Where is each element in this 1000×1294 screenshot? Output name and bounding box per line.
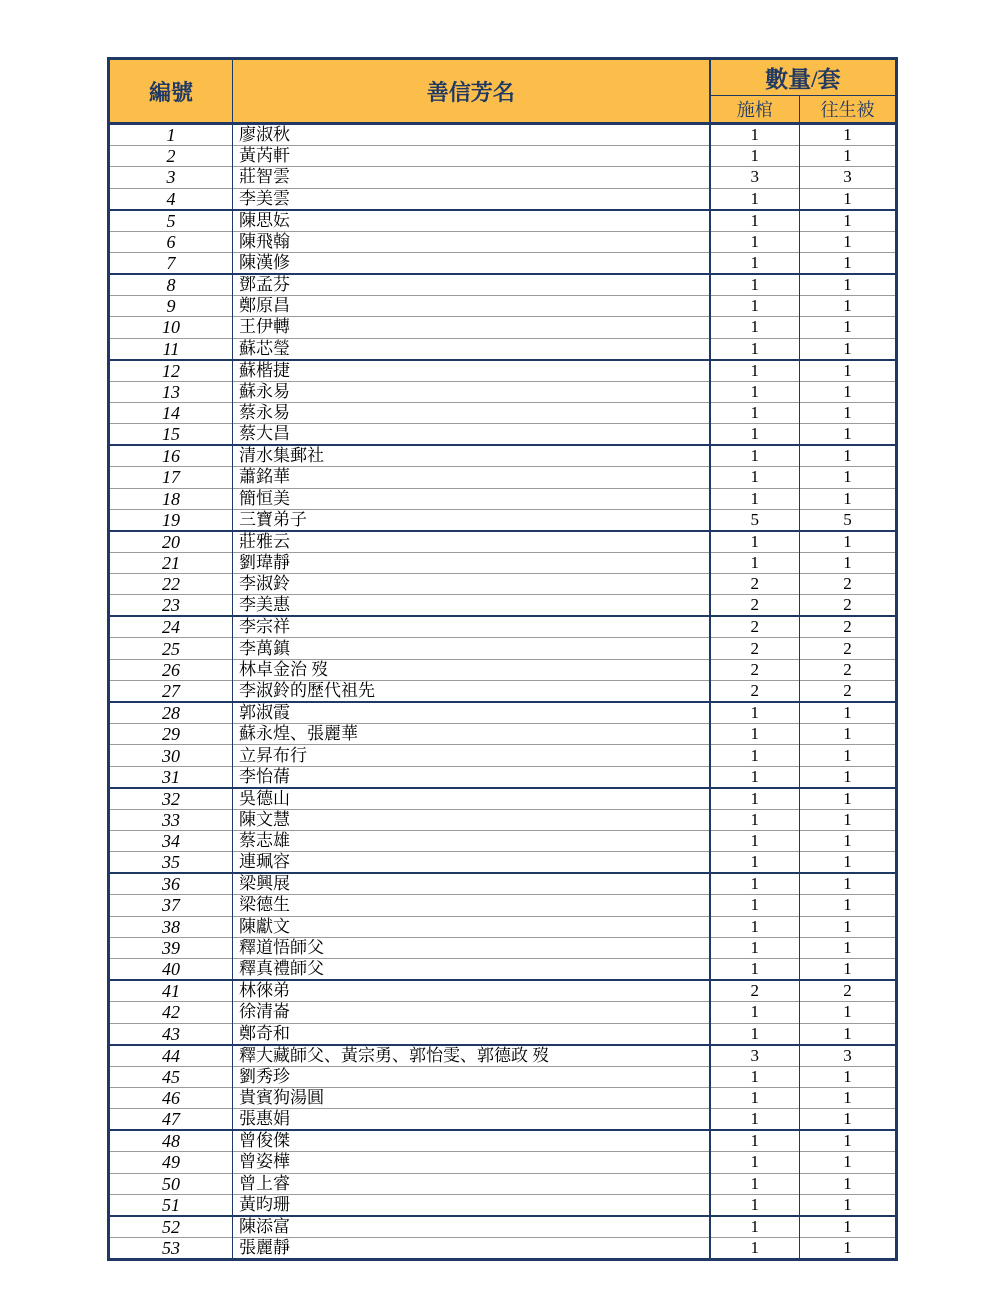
table-row [109, 916, 897, 937]
donor-name-cell: 黃芮軒 [233, 146, 710, 167]
table-row [109, 1194, 897, 1216]
row-number-cell: 27 [109, 681, 233, 703]
blanket-qty-cell: 1 [800, 852, 897, 874]
row-number-cell: 45 [109, 1066, 233, 1087]
coffin-qty-cell: 1 [710, 1194, 800, 1216]
table-row [109, 424, 897, 446]
row-number-cell: 35 [109, 852, 233, 874]
donor-name-cell: 陳思妘 [233, 210, 710, 232]
coffin-qty-cell: 1 [710, 745, 800, 766]
blanket-qty-cell: 1 [800, 1216, 897, 1238]
coffin-qty-cell: 2 [710, 681, 800, 703]
row-number-cell: 44 [109, 1045, 233, 1067]
donor-name-cell: 廖淑秋 [233, 124, 710, 146]
blanket-qty-cell: 1 [800, 317, 897, 338]
table-row [109, 317, 897, 338]
row-number-cell: 34 [109, 831, 233, 852]
table-row [109, 659, 897, 680]
blanket-qty-cell: 2 [800, 574, 897, 595]
table-row [109, 1002, 897, 1023]
table-row [109, 274, 897, 296]
table-row [109, 1173, 897, 1194]
coffin-qty-cell: 1 [710, 1130, 800, 1152]
blanket-qty-cell: 1 [800, 1194, 897, 1216]
donor-name-cell: 鄧孟芬 [233, 274, 710, 296]
table-row [109, 402, 897, 423]
donor-name-cell: 徐清崙 [233, 1002, 710, 1023]
document-sheet [107, 57, 898, 1261]
column-header-coffin: 施棺 [710, 96, 800, 124]
coffin-qty-cell: 1 [710, 295, 800, 316]
coffin-qty-cell: 1 [710, 338, 800, 360]
coffin-qty-cell: 1 [710, 531, 800, 553]
table-row [109, 1109, 897, 1131]
donor-table-body [109, 124, 897, 1260]
coffin-qty-cell: 1 [710, 873, 800, 895]
coffin-qty-cell: 1 [710, 937, 800, 958]
blanket-qty-cell: 1 [800, 424, 897, 446]
donor-name-cell: 劉瑋靜 [233, 552, 710, 573]
blanket-qty-cell: 1 [800, 231, 897, 252]
row-number-cell: 13 [109, 381, 233, 402]
table-row [109, 895, 897, 916]
coffin-qty-cell: 1 [710, 424, 800, 446]
row-number-cell: 53 [109, 1237, 233, 1259]
blanket-qty-cell: 3 [800, 1045, 897, 1067]
coffin-qty-cell: 1 [710, 445, 800, 467]
coffin-qty-cell: 1 [710, 1023, 800, 1045]
row-number-cell: 3 [109, 167, 233, 188]
row-number-cell: 18 [109, 488, 233, 509]
row-number-cell: 2 [109, 146, 233, 167]
donor-name-cell: 李怡蒨 [233, 766, 710, 788]
coffin-qty-cell: 2 [710, 638, 800, 659]
table-row [109, 724, 897, 745]
blanket-qty-cell: 1 [800, 1109, 897, 1131]
table-row [109, 467, 897, 488]
blanket-qty-cell: 2 [800, 616, 897, 638]
table-row [109, 638, 897, 659]
table-row [109, 1216, 897, 1238]
donor-name-cell: 貴賓狗湯圓 [233, 1087, 710, 1108]
donor-name-cell: 李淑鈴 [233, 574, 710, 595]
row-number-cell: 14 [109, 402, 233, 423]
coffin-qty-cell: 2 [710, 574, 800, 595]
donor-name-cell: 王伊轉 [233, 317, 710, 338]
blanket-qty-cell: 5 [800, 509, 897, 531]
row-number-cell: 25 [109, 638, 233, 659]
row-number-cell: 9 [109, 295, 233, 316]
table-row [109, 488, 897, 509]
row-number-cell: 41 [109, 980, 233, 1002]
donor-name-cell: 連珮容 [233, 852, 710, 874]
table-row [109, 252, 897, 274]
donor-name-cell: 郭淑霞 [233, 702, 710, 724]
coffin-qty-cell: 1 [710, 488, 800, 509]
table-row [109, 702, 897, 724]
table-row [109, 146, 897, 167]
table-row [109, 1130, 897, 1152]
table-row [109, 509, 897, 531]
coffin-qty-cell: 1 [710, 274, 800, 296]
blanket-qty-cell: 2 [800, 595, 897, 617]
row-number-cell: 47 [109, 1109, 233, 1131]
blanket-qty-cell: 1 [800, 895, 897, 916]
blanket-qty-cell: 1 [800, 402, 897, 423]
coffin-qty-cell: 1 [710, 124, 800, 146]
blanket-qty-cell: 1 [800, 252, 897, 274]
donor-name-cell: 立昇布行 [233, 745, 710, 766]
blanket-qty-cell: 3 [800, 167, 897, 188]
coffin-qty-cell: 1 [710, 1152, 800, 1173]
blanket-qty-cell: 1 [800, 210, 897, 232]
row-number-cell: 21 [109, 552, 233, 573]
table-row [109, 574, 897, 595]
blanket-qty-cell: 1 [800, 1237, 897, 1259]
table-row [109, 873, 897, 895]
blanket-qty-cell: 1 [800, 831, 897, 852]
row-number-cell: 6 [109, 231, 233, 252]
row-number-cell: 48 [109, 1130, 233, 1152]
donor-name-cell: 釋真禮師父 [233, 959, 710, 981]
coffin-qty-cell: 1 [710, 1066, 800, 1087]
coffin-qty-cell: 2 [710, 659, 800, 680]
donor-name-cell: 李美惠 [233, 595, 710, 617]
table-row [109, 188, 897, 210]
row-number-cell: 36 [109, 873, 233, 895]
coffin-qty-cell: 1 [710, 360, 800, 382]
blanket-qty-cell: 1 [800, 381, 897, 402]
blanket-qty-cell: 1 [800, 1002, 897, 1023]
row-number-cell: 46 [109, 1087, 233, 1108]
row-number-cell: 23 [109, 595, 233, 617]
table-row [109, 231, 897, 252]
donor-name-cell: 鄭原昌 [233, 295, 710, 316]
donor-name-cell: 黃昀珊 [233, 1194, 710, 1216]
blanket-qty-cell: 1 [800, 445, 897, 467]
table-row [109, 788, 897, 810]
table-row [109, 360, 897, 382]
donor-name-cell: 林徠弟 [233, 980, 710, 1002]
coffin-qty-cell: 1 [710, 788, 800, 810]
table-row [109, 831, 897, 852]
coffin-qty-cell: 3 [710, 1045, 800, 1067]
table-row [109, 167, 897, 188]
row-number-cell: 38 [109, 916, 233, 937]
donor-name-cell: 蔡大昌 [233, 424, 710, 446]
blanket-qty-cell: 1 [800, 1066, 897, 1087]
donation-table-header [109, 59, 897, 124]
row-number-cell: 22 [109, 574, 233, 595]
donor-name-cell: 釋大藏師父、黃宗勇、郭怡雯、郭德政 歿 [233, 1045, 710, 1067]
row-number-cell: 5 [109, 210, 233, 232]
coffin-qty-cell: 1 [710, 1087, 800, 1108]
coffin-qty-cell: 1 [710, 1002, 800, 1023]
donor-name-cell: 莊智雲 [233, 167, 710, 188]
table-row [109, 1023, 897, 1045]
table-row [109, 124, 897, 146]
blanket-qty-cell: 1 [800, 766, 897, 788]
table-row [109, 1087, 897, 1108]
coffin-qty-cell: 1 [710, 146, 800, 167]
blanket-qty-cell: 1 [800, 295, 897, 316]
table-row [109, 959, 897, 981]
donor-name-cell: 簡恒美 [233, 488, 710, 509]
donor-name-cell: 陳文慧 [233, 809, 710, 830]
donor-name-cell: 鄭奇和 [233, 1023, 710, 1045]
blanket-qty-cell: 2 [800, 681, 897, 703]
row-number-cell: 29 [109, 724, 233, 745]
donor-name-cell: 李宗祥 [233, 616, 710, 638]
row-number-cell: 42 [109, 1002, 233, 1023]
coffin-qty-cell: 5 [710, 509, 800, 531]
row-number-cell: 24 [109, 616, 233, 638]
coffin-qty-cell: 1 [710, 809, 800, 830]
coffin-qty-cell: 1 [710, 231, 800, 252]
donor-name-cell: 蘇楷捷 [233, 360, 710, 382]
coffin-qty-cell: 1 [710, 766, 800, 788]
table-row [109, 1152, 897, 1173]
row-number-cell: 39 [109, 937, 233, 958]
row-number-cell: 30 [109, 745, 233, 766]
blanket-qty-cell: 2 [800, 659, 897, 680]
coffin-qty-cell: 1 [710, 1109, 800, 1131]
blanket-qty-cell: 1 [800, 488, 897, 509]
blanket-qty-cell: 1 [800, 916, 897, 937]
blanket-qty-cell: 1 [800, 745, 897, 766]
blanket-qty-cell: 1 [800, 1087, 897, 1108]
coffin-qty-cell: 1 [710, 252, 800, 274]
row-number-cell: 12 [109, 360, 233, 382]
table-row [109, 852, 897, 874]
coffin-qty-cell: 1 [710, 188, 800, 210]
donation-table [107, 57, 898, 1261]
table-row [109, 552, 897, 573]
blanket-qty-cell: 2 [800, 980, 897, 1002]
coffin-qty-cell: 1 [710, 724, 800, 745]
row-number-cell: 4 [109, 188, 233, 210]
donor-name-cell: 梁興展 [233, 873, 710, 895]
row-number-cell: 17 [109, 467, 233, 488]
donor-name-cell: 曾上睿 [233, 1173, 710, 1194]
donor-name-cell: 蘇芯瑩 [233, 338, 710, 360]
table-row [109, 1045, 897, 1067]
blanket-qty-cell: 1 [800, 1173, 897, 1194]
donor-name-cell: 蔡永易 [233, 402, 710, 423]
blanket-qty-cell: 1 [800, 1130, 897, 1152]
blanket-qty-cell: 1 [843, 125, 852, 144]
donor-name-cell: 蔡志雄 [233, 831, 710, 852]
donor-name-cell: 吳德山 [233, 788, 710, 810]
coffin-qty-cell: 1 [710, 552, 800, 573]
donor-name-cell: 蕭銘華 [233, 467, 710, 488]
coffin-qty-cell: 2 [710, 980, 800, 1002]
donor-name-cell: 陳漢修 [233, 252, 710, 274]
row-number-cell: 1 [109, 124, 233, 146]
blanket-qty-cell: 1 [800, 146, 897, 167]
blanket-qty-cell: 1 [800, 531, 897, 553]
blanket-qty-cell: 1 [800, 338, 897, 360]
row-number-cell: 40 [109, 959, 233, 981]
donor-name-cell: 梁德生 [233, 895, 710, 916]
blanket-qty-cell: 1 [800, 467, 897, 488]
table-row [109, 445, 897, 467]
table-row [109, 295, 897, 316]
row-number-cell: 43 [109, 1023, 233, 1045]
row-number-cell: 11 [109, 338, 233, 360]
donor-name-cell: 蘇永易 [233, 381, 710, 402]
coffin-qty-cell: 1 [710, 402, 800, 423]
column-header-donor-name: 善信芳名 [233, 59, 710, 124]
table-row [109, 745, 897, 766]
row-number-cell: 28 [109, 702, 233, 724]
blanket-qty-cell: 1 [800, 724, 897, 745]
row-number-cell: 7 [109, 252, 233, 274]
coffin-qty-cell: 2 [710, 595, 800, 617]
donor-name-cell: 陳獻文 [233, 916, 710, 937]
column-header-blanket: 往生被 [800, 96, 897, 124]
donor-name-cell: 莊雅云 [233, 531, 710, 553]
donor-name-cell: 陳飛翰 [233, 231, 710, 252]
coffin-qty-cell: 1 [710, 317, 800, 338]
blanket-qty-cell: 1 [800, 552, 897, 573]
coffin-qty-cell: 1 [710, 210, 800, 232]
blanket-qty-cell: 1 [800, 1023, 897, 1045]
table-row [109, 1066, 897, 1087]
table-row [109, 338, 897, 360]
blanket-qty-cell: 1 [800, 873, 897, 895]
table-row [109, 381, 897, 402]
row-number-cell: 33 [109, 809, 233, 830]
coffin-qty-cell: 1 [710, 831, 800, 852]
row-number-cell: 10 [109, 317, 233, 338]
coffin-qty-cell: 1 [710, 1216, 800, 1238]
table-row [109, 1237, 897, 1259]
coffin-qty-cell: 3 [710, 167, 800, 188]
blanket-qty-cell: 1 [800, 1152, 897, 1173]
row-number-cell: 37 [109, 895, 233, 916]
donor-name-cell: 釋道悟師父 [233, 937, 710, 958]
donor-name-cell: 林卓金治 歿 [233, 659, 710, 680]
table-row [109, 531, 897, 553]
coffin-qty-cell: 1 [710, 1237, 800, 1259]
table-row [109, 681, 897, 703]
blanket-qty-cell: 1 [800, 788, 897, 810]
blanket-qty-cell: 1 [800, 274, 897, 296]
coffin-qty-cell: 1 [710, 959, 800, 981]
donor-name-cell: 張惠娟 [233, 1109, 710, 1131]
donor-name-cell: 陳添富 [233, 1216, 710, 1238]
coffin-qty-cell: 1 [710, 916, 800, 937]
coffin-qty-cell: 1 [710, 1173, 800, 1194]
row-number-cell: 20 [109, 531, 233, 553]
row-number-cell: 32 [109, 788, 233, 810]
donor-name-cell: 李淑鈴的歷代祖先 [233, 681, 710, 703]
blanket-qty-cell: 1 [800, 809, 897, 830]
blanket-qty-cell: 1 [800, 188, 897, 210]
row-number-cell: 19 [109, 509, 233, 531]
row-number-cell: 50 [109, 1173, 233, 1194]
blanket-qty-cell: 2 [800, 638, 897, 659]
table-row [109, 616, 897, 638]
table-row [109, 210, 897, 232]
donor-name-cell: 蘇永煌、張麗華 [233, 724, 710, 745]
table-row [109, 766, 897, 788]
coffin-qty-cell: 2 [710, 616, 800, 638]
row-number-cell: 16 [109, 445, 233, 467]
donor-name-cell: 李美雲 [233, 188, 710, 210]
table-row [109, 595, 897, 617]
coffin-qty-cell: 1 [710, 852, 800, 874]
coffin-qty-cell: 1 [710, 381, 800, 402]
donor-name-cell: 曾姿樺 [233, 1152, 710, 1173]
blanket-qty-cell: 1 [800, 360, 897, 382]
donor-name-cell: 清水集郵社 [233, 445, 710, 467]
donor-name-cell: 劉秀珍 [233, 1066, 710, 1087]
row-number-cell: 31 [109, 766, 233, 788]
table-row [109, 809, 897, 830]
table-row [109, 980, 897, 1002]
coffin-qty-cell: 1 [710, 895, 800, 916]
row-number-cell: 51 [109, 1194, 233, 1216]
column-header-quantity-group: 數量/套 [710, 59, 897, 96]
blanket-qty-cell: 1 [800, 702, 897, 724]
row-number-cell: 8 [109, 274, 233, 296]
row-number-cell: 26 [109, 659, 233, 680]
row-number-cell: 15 [109, 424, 233, 446]
table-row [109, 937, 897, 958]
blanket-qty-cell: 1 [800, 937, 897, 958]
column-header-id: 編號 [109, 59, 233, 124]
row-number-cell: 49 [109, 1152, 233, 1173]
row-number-cell: 52 [109, 1216, 233, 1238]
coffin-qty-cell: 1 [710, 467, 800, 488]
blanket-qty-cell: 1 [800, 959, 897, 981]
coffin-qty-cell: 1 [710, 702, 800, 724]
donor-name-cell: 張麗靜 [233, 1237, 710, 1259]
donor-name-cell: 曾俊傑 [233, 1130, 710, 1152]
donor-name-cell: 李萬鎮 [233, 638, 710, 659]
donor-name-cell: 三寶弟子 [233, 509, 710, 531]
